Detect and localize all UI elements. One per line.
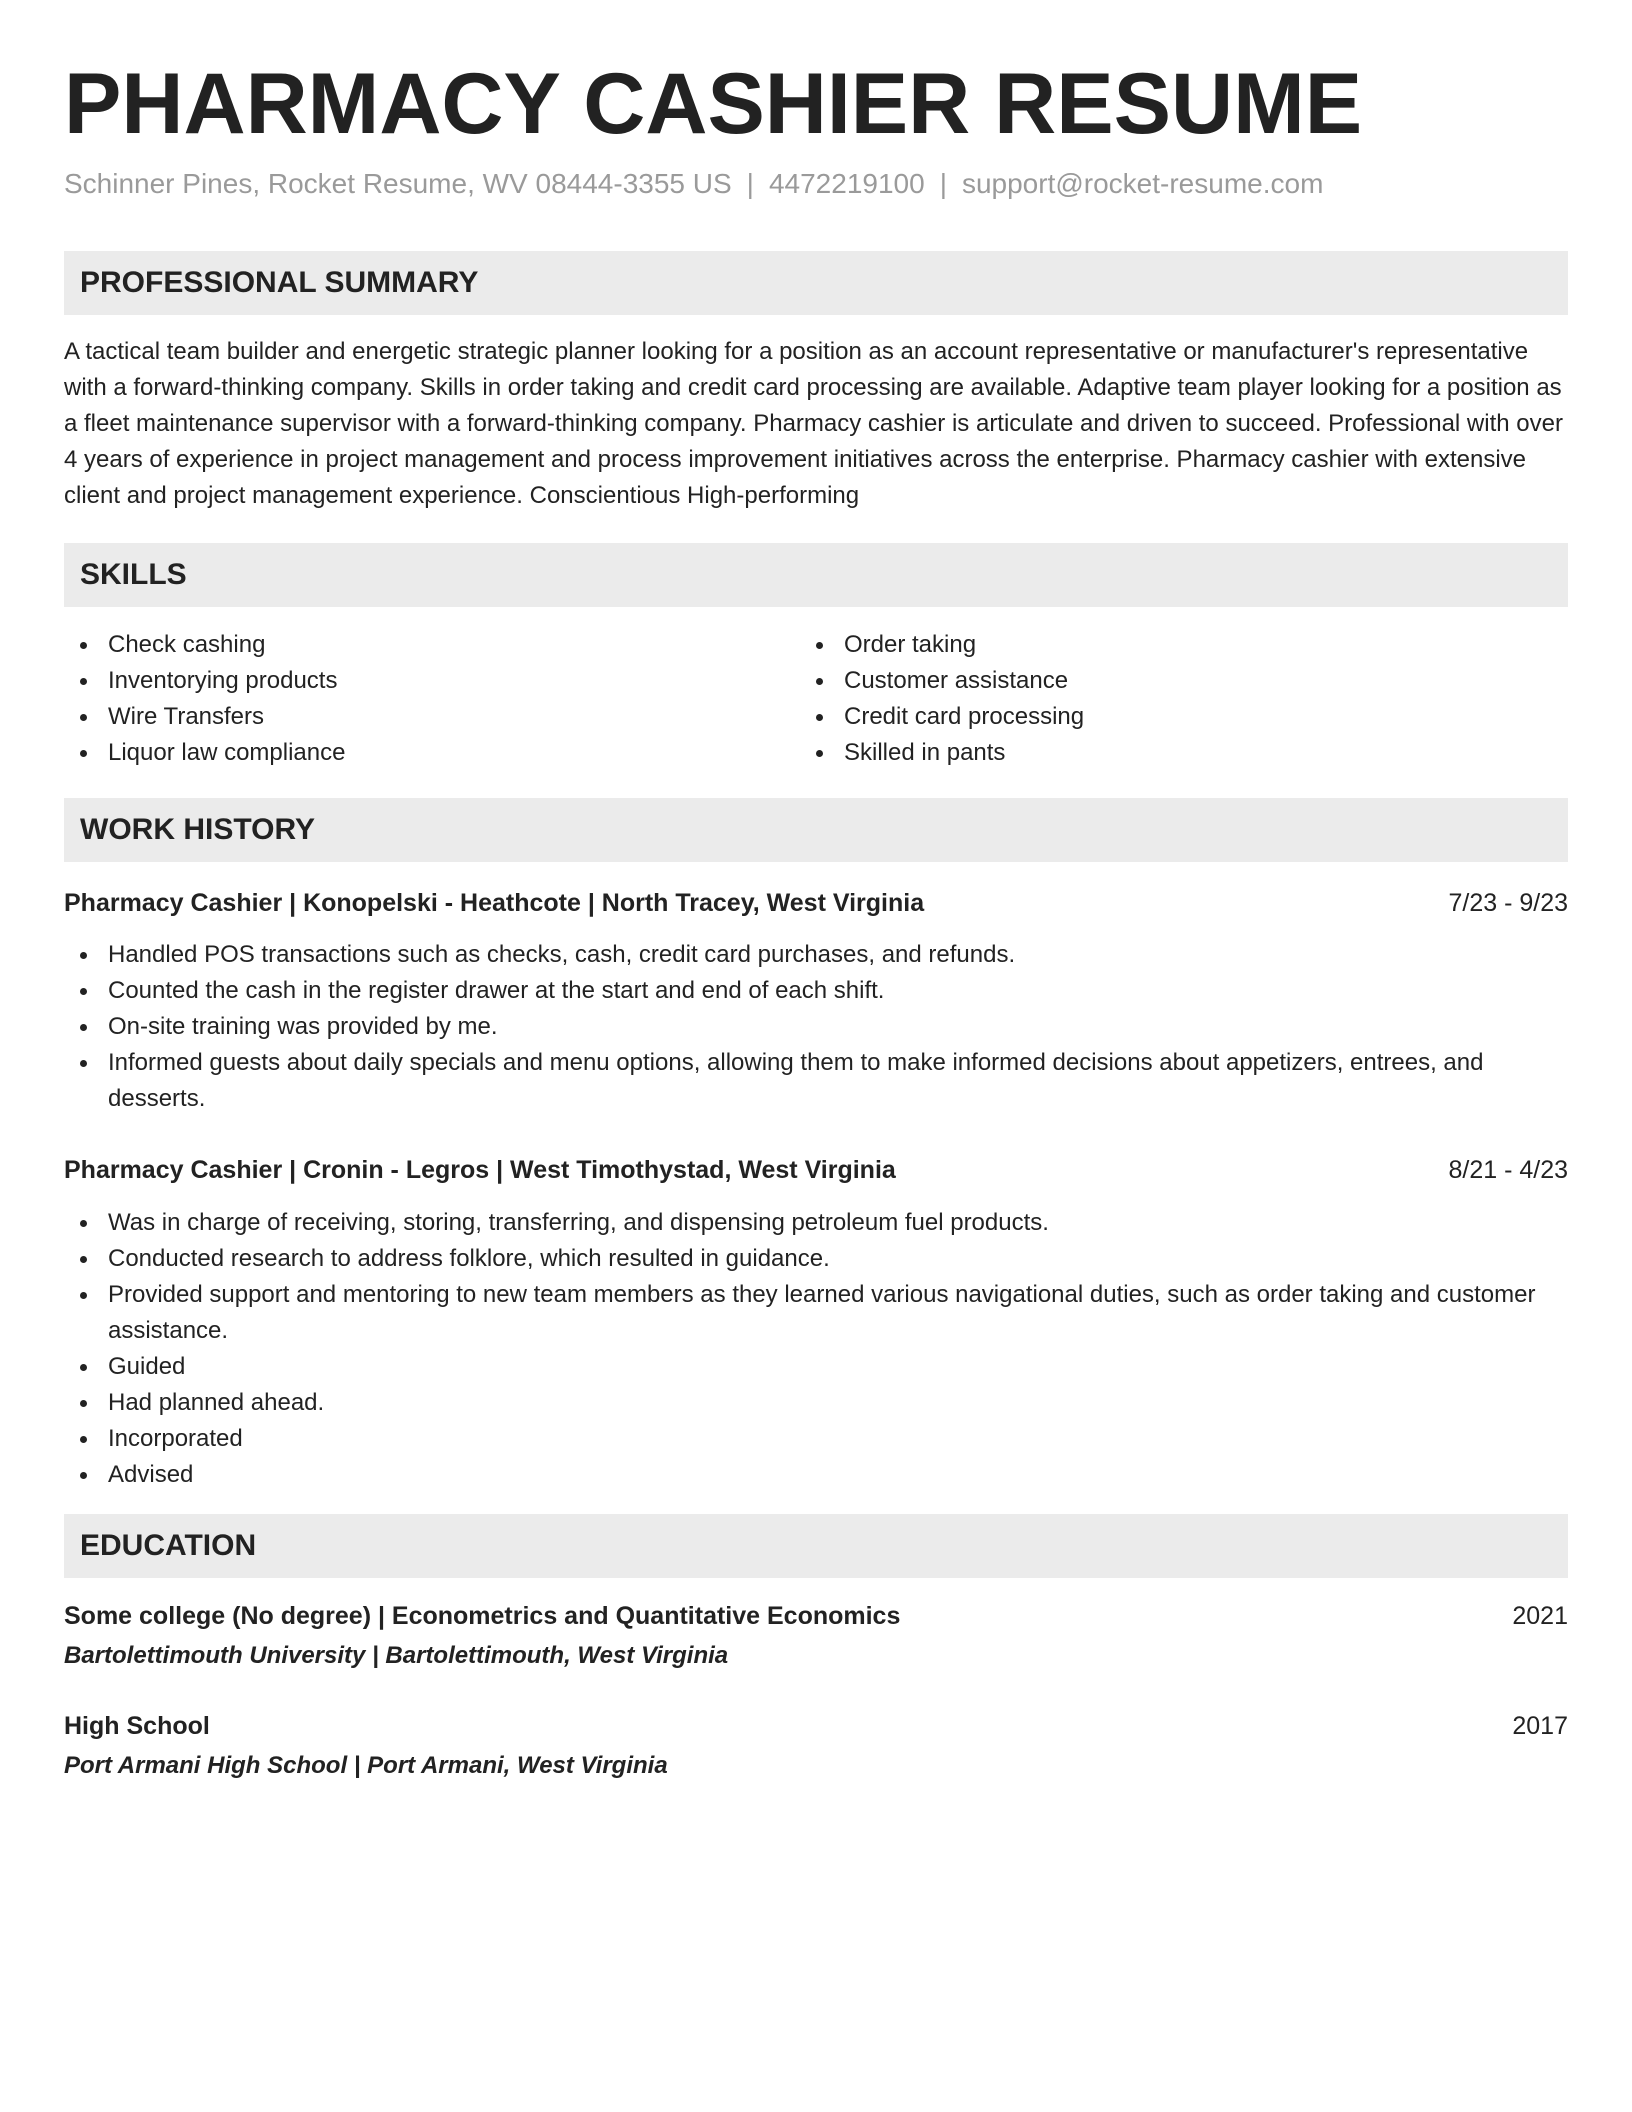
skill-item: Liquor law compliance [64,735,764,771]
education-year: 2021 [1512,1602,1568,1630]
job-bullet: On-site training was provided by me. [64,1009,1568,1045]
contact-email: support@rocket-resume.com [961,168,1324,199]
skill-item: Credit card processing [800,699,1500,735]
job-header [64,1152,1568,1188]
job-bullet-list [64,1205,1568,1493]
summary-text: A tactical team builder and energetic strategic planner looking for a position as an account representative or manufacturer's representative with a forward-thinking company. Skills in order taking and credit card processing are available. Adaptive team player looking for a position as a fleet maintenance supervisor with a forward-thinking company. Pharmacy cashier is articulate and driven to succeed. Professional with over 4 years of experience in project management and process improvement initiatives across the enterprise. Pharmacy cashier with extensive client and project management experience. Conscientious High-performing [64,338,1563,509]
job-bullet: Had planned ahead. [64,1385,1568,1421]
education-school: Bartolettimouth University | Bartolettimouth, West Virginia [64,1642,729,1669]
contact-address: Schinner Pines, Rocket Resume, WV 08444-3355 US [64,168,732,199]
contact-phone: 4472219100 [768,168,925,199]
skills-heading: SKILLS [80,558,187,591]
skill-item: Wire Transfers [64,699,764,735]
work-heading: WORK HISTORY [80,813,316,846]
education-heading: EDUCATION [80,1529,257,1562]
education-year: 2017 [1512,1712,1568,1740]
job-bullet: Advised [64,1457,1568,1493]
summary-section-header [64,251,1568,315]
skills-list-right [800,627,1500,771]
contact-separator: | [746,168,754,199]
job-bullet: Incorporated [64,1421,1568,1457]
education-school: Port Armani High School | Port Armani, West Virginia [64,1752,668,1779]
job-title: Pharmacy Cashier | Konopelski - Heathcote | North Tracey, West Virginia [64,889,925,917]
skill-item: Customer assistance [800,663,1500,699]
contact-line [64,162,1323,206]
job-bullet: Handled POS transactions such as checks, cash, credit card purchases, and refunds. [64,937,1568,973]
job-bullet: Counted the cash in the register drawer at the start and end of each shift. [64,973,1568,1009]
job-title: Pharmacy Cashier | Cronin - Legros | West Timothystad, West Virginia [64,1156,896,1184]
job-dates: 8/21 - 4/23 [1448,1156,1568,1184]
skill-item: Skilled in pants [800,735,1500,771]
summary-heading: PROFESSIONAL SUMMARY [80,266,479,299]
skill-item: Check cashing [64,627,764,663]
resume-title: PHARMACY CASHIER RESUME [64,56,1363,152]
job-bullet: Was in charge of receiving, storing, transferring, and dispensing petroleum fuel products. [64,1205,1568,1241]
contact-separator: | [939,168,947,199]
job-dates: 7/23 - 9/23 [1448,889,1568,917]
job-bullet-list [64,937,1568,1117]
education-degree: High School [64,1712,210,1740]
skills-section-header [64,543,1568,607]
job-bullet: Informed guests about daily specials and menu options, allowing them to make informed decisions about appetizers, entrees, and desserts. [64,1045,1568,1117]
education-degree: Some college (No degree) | Econometrics and Quantitative Economics [64,1602,901,1630]
job-header [64,885,1568,921]
work-section-header [64,798,1568,862]
skill-item: Inventorying products [64,663,764,699]
skill-item: Order taking [800,627,1500,663]
education-header [64,1708,1568,1744]
education-section-header [64,1514,1568,1578]
education-header [64,1598,1568,1634]
job-bullet: Conducted research to address folklore, which resulted in guidance. [64,1241,1568,1277]
job-bullet: Provided support and mentoring to new team members as they learned various navigational duties, such as order taking and customer assistance. [64,1277,1568,1349]
skills-list-left [64,627,764,771]
job-bullet: Guided [64,1349,1568,1385]
